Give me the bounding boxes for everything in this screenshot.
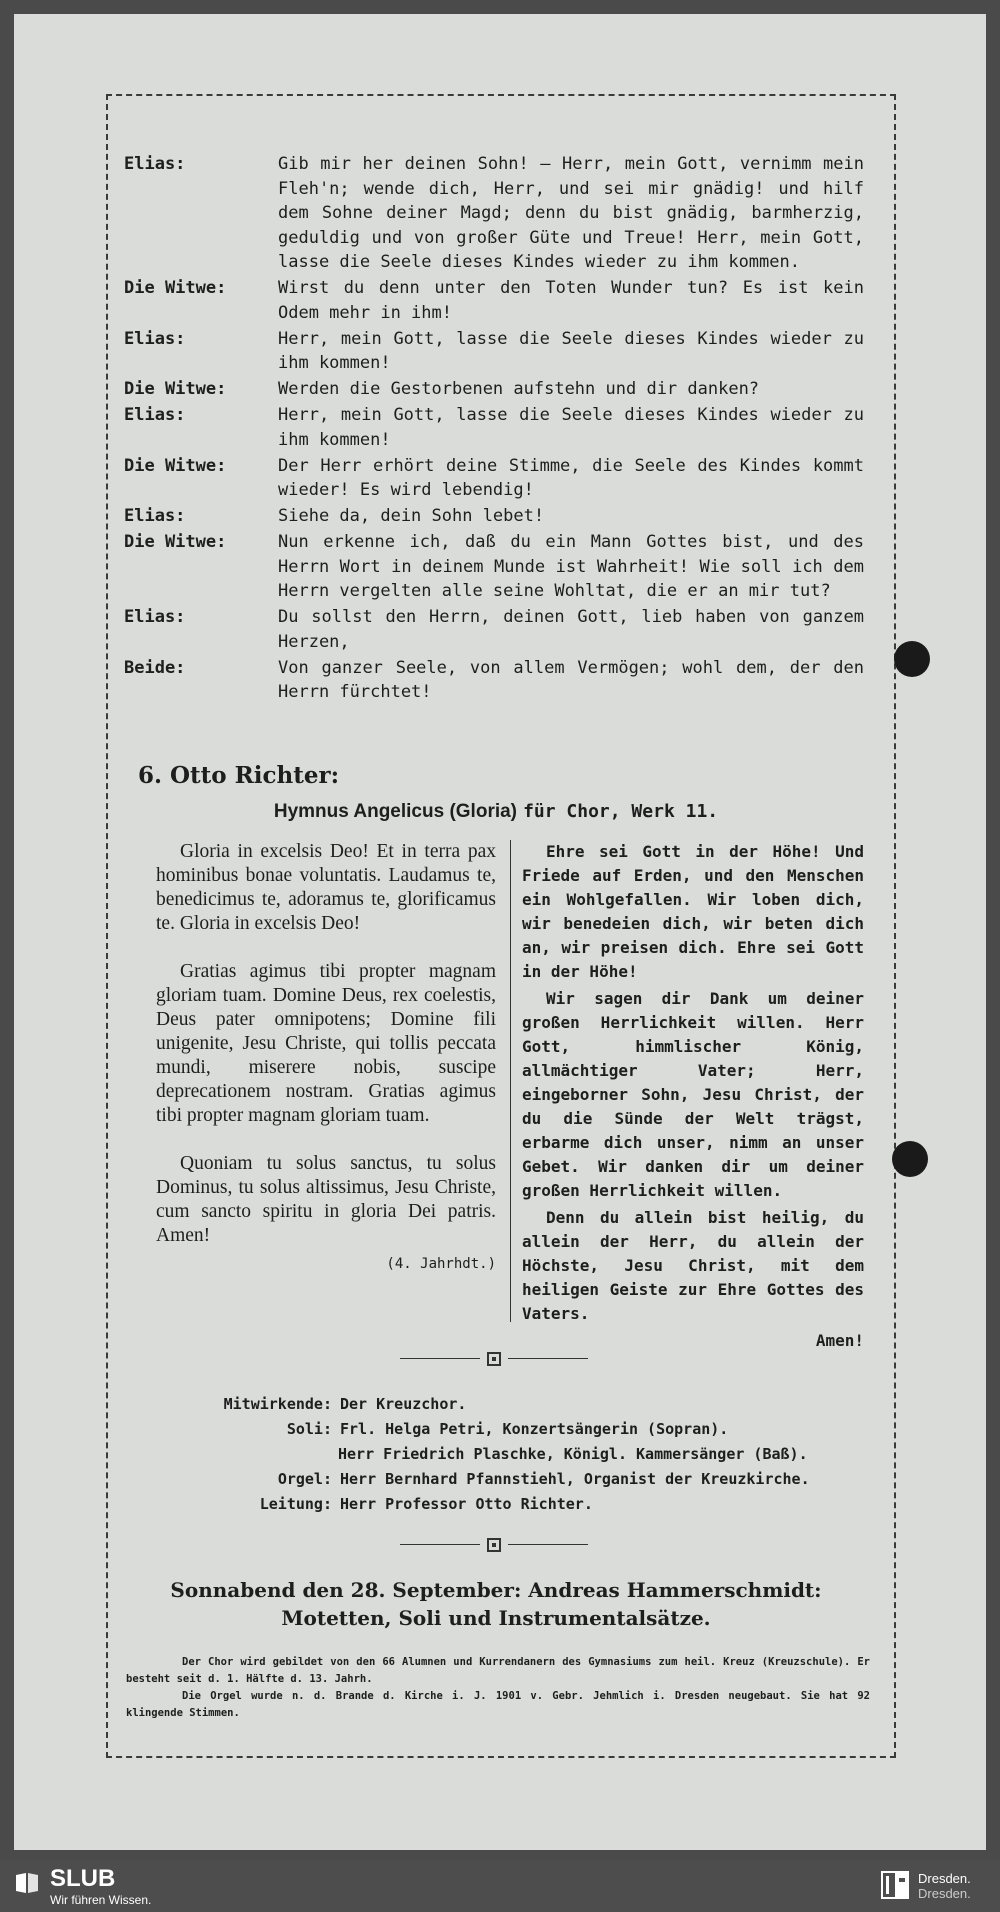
dialogue-line — [124, 377, 864, 402]
credit-value: Der Kreuzchor. — [340, 1395, 467, 1413]
work-title: Hymnus Angelicus (Gloria) — [273, 801, 518, 822]
speaker-name: Elias: — [124, 328, 186, 349]
dialogue-text: Wirst du denn unter den Toten Wunder tun? Es ist kein Odem mehr in ihm! — [278, 278, 864, 323]
next-concert-announcement — [120, 1576, 872, 1632]
german-paragraph: Denn du allein bist heilig, du allein der Herr, du allein der Höchste, Jesu Christ, mit dem heiligen Geiste zur Ehre Gottes des Vaters. — [522, 1208, 864, 1323]
dialogue-text: Von ganzer Seele, von allem Vermögen; wohl dem, der den Herrn fürchtet! — [278, 657, 864, 702]
dialogue-text: Herr, mein Gott, lasse die Seele dieses Kindes wieder zu ihm kommen! — [278, 405, 864, 450]
footnote: Der Chor wird gebildet von den 66 Alumnen und Kurrendanern des Gymnasiums zum heil. Kreuz (Kreuzschule). Er besteht seit d. 1. Hälfte d. 13. Jahrh. — [126, 1656, 870, 1685]
credit-row — [120, 1467, 880, 1492]
dialogue-line — [124, 327, 864, 376]
credit-value: Herr Bernhard Pfannstiehl, Organist der Kreuzkirche. — [340, 1470, 810, 1488]
dialogue-line — [124, 605, 864, 654]
next-concert-program: Motetten, Soli und Instrumentalsätze. — [281, 1606, 711, 1630]
credit-label: Soli: — [286, 1420, 332, 1438]
dresden-coat-of-arms-icon — [880, 1870, 910, 1900]
latin-citation: (4. Jahrhdt.) — [386, 1256, 496, 1272]
dialogue-text: Gib mir her deinen Sohn! — Herr, mein Gott, vernimm mein Fleh'n; wende dich, Herr, und sei mir gnädig! und hilf dem Sohne deiner Magd; denn du bist gnädig, barmherzig, geduldig und von großer Güte und Treue! Herr, mein Gott, lasse die Seele dieses Kindes wieder zu ihm kommen. — [278, 154, 864, 272]
credit-value: Herr Friedrich Plaschke, Königl. Kammersänger (Baß). — [338, 1445, 808, 1463]
speaker-name: Elias: — [124, 506, 186, 526]
dialogue-text: Siehe da, dein Sohn lebet! — [278, 506, 545, 526]
credit-label: Orgel: — [277, 1470, 332, 1488]
dialogue-line — [124, 454, 864, 503]
dialogue-section — [124, 152, 864, 706]
performers-credits — [120, 1392, 880, 1517]
ornament-divider — [400, 1352, 588, 1366]
dialogue-text: Herr, mein Gott, lasse die Seele dieses Kindes wieder zu ihm kommen! — [278, 328, 864, 373]
ornament-divider — [400, 1538, 588, 1552]
dialogue-line — [124, 276, 864, 325]
slub-book-icon — [14, 1870, 40, 1896]
credit-row — [120, 1417, 880, 1442]
credit-label: Leitung: — [259, 1495, 332, 1513]
speaker-name: Beide: — [124, 657, 186, 678]
speaker-name: Die Witwe: — [124, 278, 227, 298]
footnote: Die Orgel wurde n. d. Brande d. Kirche i. J. 1901 v. Gebr. Jehmlich i. Dresden neugebaut. Sie hat 92 klingende Stimmen. — [126, 1690, 870, 1719]
latin-paragraph: Quoniam tu solus sanctus, tu solus Dominus, tu solus altissimus, Jesu Christe, cum sancto spiritu in gloria Dei patris. Amen! — [156, 1153, 496, 1246]
work-subtitle — [120, 800, 872, 823]
german-text-column — [522, 840, 864, 1353]
dialogue-line — [124, 504, 864, 529]
credit-row — [120, 1492, 880, 1517]
next-concert-date: Sonnabend den 28. September: Andreas Hammerschmidt: — [170, 1578, 822, 1602]
footnotes — [126, 1654, 870, 1722]
work-detail: für Chor, Werk 11. — [523, 801, 719, 822]
german-paragraph: Ehre sei Gott in der Höhe! Und Friede auf Erden, und den Menschen ein Wohlgefallen. Wir loben dich, wir benedeien dich, wir beten dich an, wir preisen dich. Ehre sei Gott in der Höhe! — [522, 842, 864, 981]
footer-brand[interactable]: SLUB — [50, 1865, 116, 1892]
footer-city[interactable] — [918, 1871, 971, 1901]
section-heading: 6. Otto Richter: — [138, 762, 340, 789]
dialogue-text: Werden die Gestorbenen aufstehn und dir danken? — [278, 379, 760, 399]
city-name-mirror: Dresden. — [918, 1886, 971, 1901]
dialogue-text: Nun erkenne ich, daß du ein Mann Gottes bist, und des Herrn Wort in deinem Munde ist Wahrheit! Wie soll ich dem Herrn vergelten alle seine Wohltat, die er an mir tut? — [278, 532, 864, 601]
dialogue-text: Du sollst den Herrn, deinen Gott, lieb haben von ganzem Herzen, — [278, 607, 864, 652]
dialogue-line — [124, 152, 864, 275]
footer-tagline: Wir führen Wissen. — [50, 1893, 152, 1907]
punch-hole — [894, 641, 930, 677]
german-paragraph: Wir sagen dir Dank um deiner großen Herrlichkeit willen. Herr Gott, himmlischer König, allmächtiger Vater; Herr, eingeborner Sohn, Jesu Christ, der du die Sünde der Welt trägst, erbarme dich unser, nimm an unser Gebet. Wir danken dir um deiner großen Herrlichkeit willen. — [522, 989, 864, 1200]
dialogue-line — [124, 403, 864, 452]
latin-paragraph: Gloria in excelsis Deo! Et in terra pax hominibus bonae voluntatis. Laudamus te, benedicimus te, adoramus te, glorificamus te. Gloria in excelsis Deo! — [156, 841, 496, 934]
dialogue-text: Der Herr erhört deine Stimme, die Seele des Kindes kommt wieder! Es wird lebendig! — [278, 455, 864, 500]
punch-hole — [892, 1141, 928, 1177]
speaker-name: Elias: — [124, 405, 186, 425]
speaker-name: Elias: — [124, 607, 186, 627]
city-name: Dresden. — [918, 1871, 971, 1886]
credit-value: Frl. Helga Petri, Konzertsängerin (Sopran). — [340, 1420, 729, 1438]
credit-value: Herr Professor Otto Richter. — [340, 1495, 593, 1513]
dialogue-line — [124, 656, 864, 705]
credit-row — [120, 1442, 880, 1467]
dialogue-line — [124, 530, 864, 604]
credit-label: Mitwirkende: — [223, 1395, 332, 1413]
speaker-name: Die Witwe: — [124, 379, 227, 399]
german-amen: Amen! — [815, 1331, 864, 1350]
speaker-name: Die Witwe: — [124, 455, 227, 476]
speaker-name: Die Witwe: — [124, 532, 227, 552]
footer-bar — [0, 1860, 1000, 1912]
speaker-name: Elias: — [124, 154, 186, 174]
column-divider — [510, 840, 511, 1322]
latin-text-column — [156, 840, 496, 1276]
credit-row — [120, 1392, 880, 1417]
latin-paragraph: Gratias agimus tibi propter magnam gloriam tuam. Domine Deus, rex coelestis, Deus pater omnipotens; Domine fili unigenite, Jesu Christe, qui tollis peccata mundi, miserere nobis, suscipe deprecationem nostram. Gratias agimus tibi propter magnam gloriam tuam. — [156, 961, 496, 1126]
